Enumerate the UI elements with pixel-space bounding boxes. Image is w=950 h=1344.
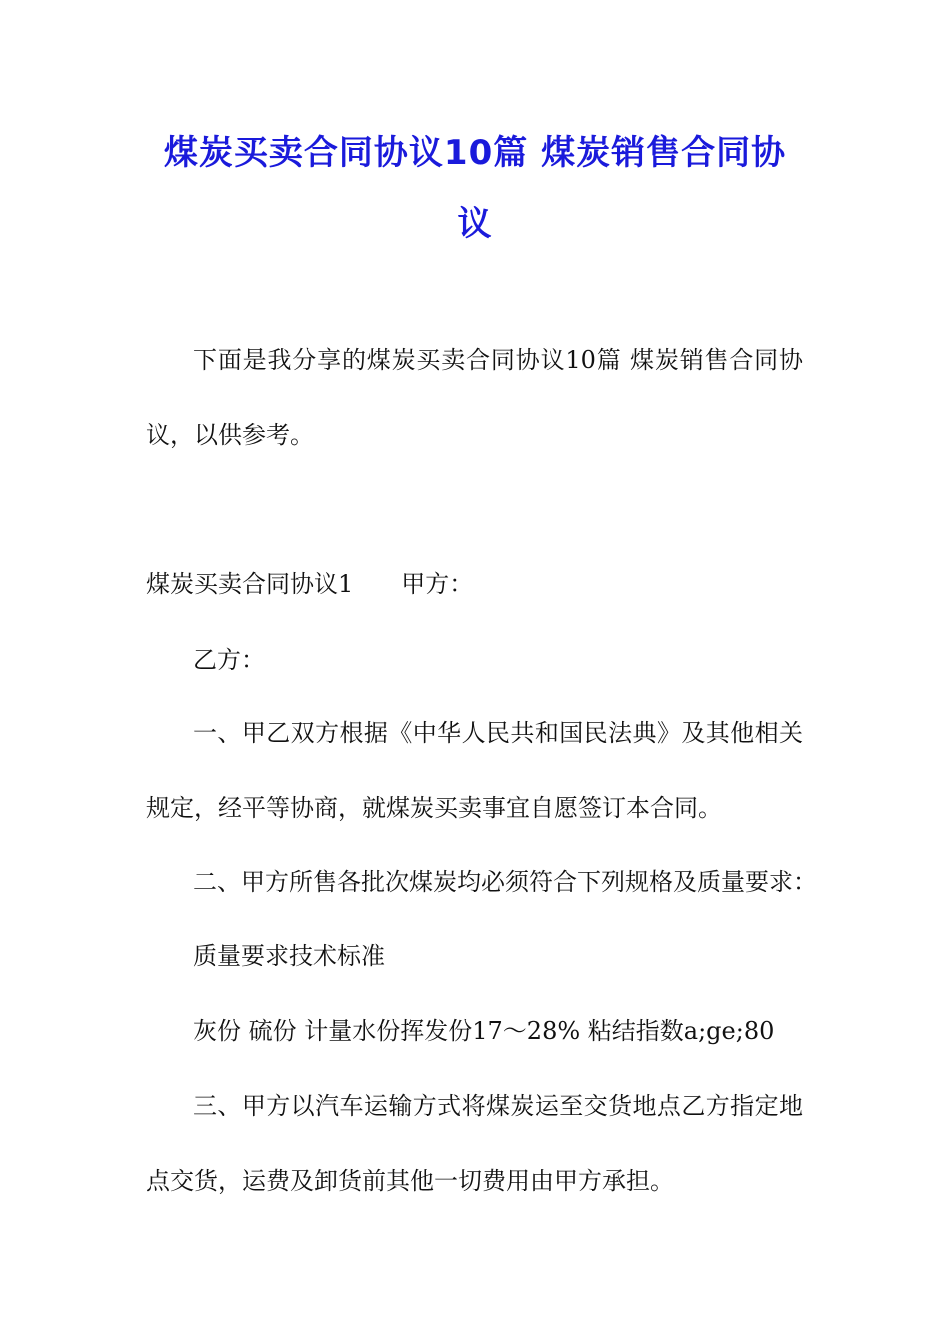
party-b-label: 乙方：: [193, 646, 265, 674]
intro-paragraph-line: 议，以供参考。: [146, 421, 314, 449]
intro-paragraph-line: 下面是我分享的煤炭买卖合同协议10篇 煤炭销售合同协: [193, 346, 803, 374]
clause-paragraph-line: 三、甲方以汽车运输方式将煤炭运至交货地点乙方指定地: [193, 1092, 803, 1120]
clause-paragraph-line: 一、甲乙双方根据《中华人民共和国民法典》及其他相关: [193, 719, 803, 747]
quality-table-row: 灰份 硫份 计量水份挥发份17～28% 粘结指数a;ge;80: [193, 1017, 775, 1045]
section-heading: 煤炭买卖合同协议1 甲方：: [146, 570, 474, 598]
quality-table-header: 质量要求技术标准: [193, 942, 385, 970]
clause-paragraph-line: 点交货，运费及卸货前其他一切费用由甲方承担。: [146, 1167, 674, 1195]
document-title: 煤炭买卖合同协议10篇 煤炭销售合同协: [163, 133, 787, 173]
clause-paragraph-line: 规定，经平等协商，就煤炭买卖事宜自愿签订本合同。: [146, 794, 722, 822]
document-title-continued: 议: [457, 204, 493, 244]
clause-paragraph-line: 二、甲方所售各批次煤炭均必须符合下列规格及质量要求：: [193, 868, 817, 896]
